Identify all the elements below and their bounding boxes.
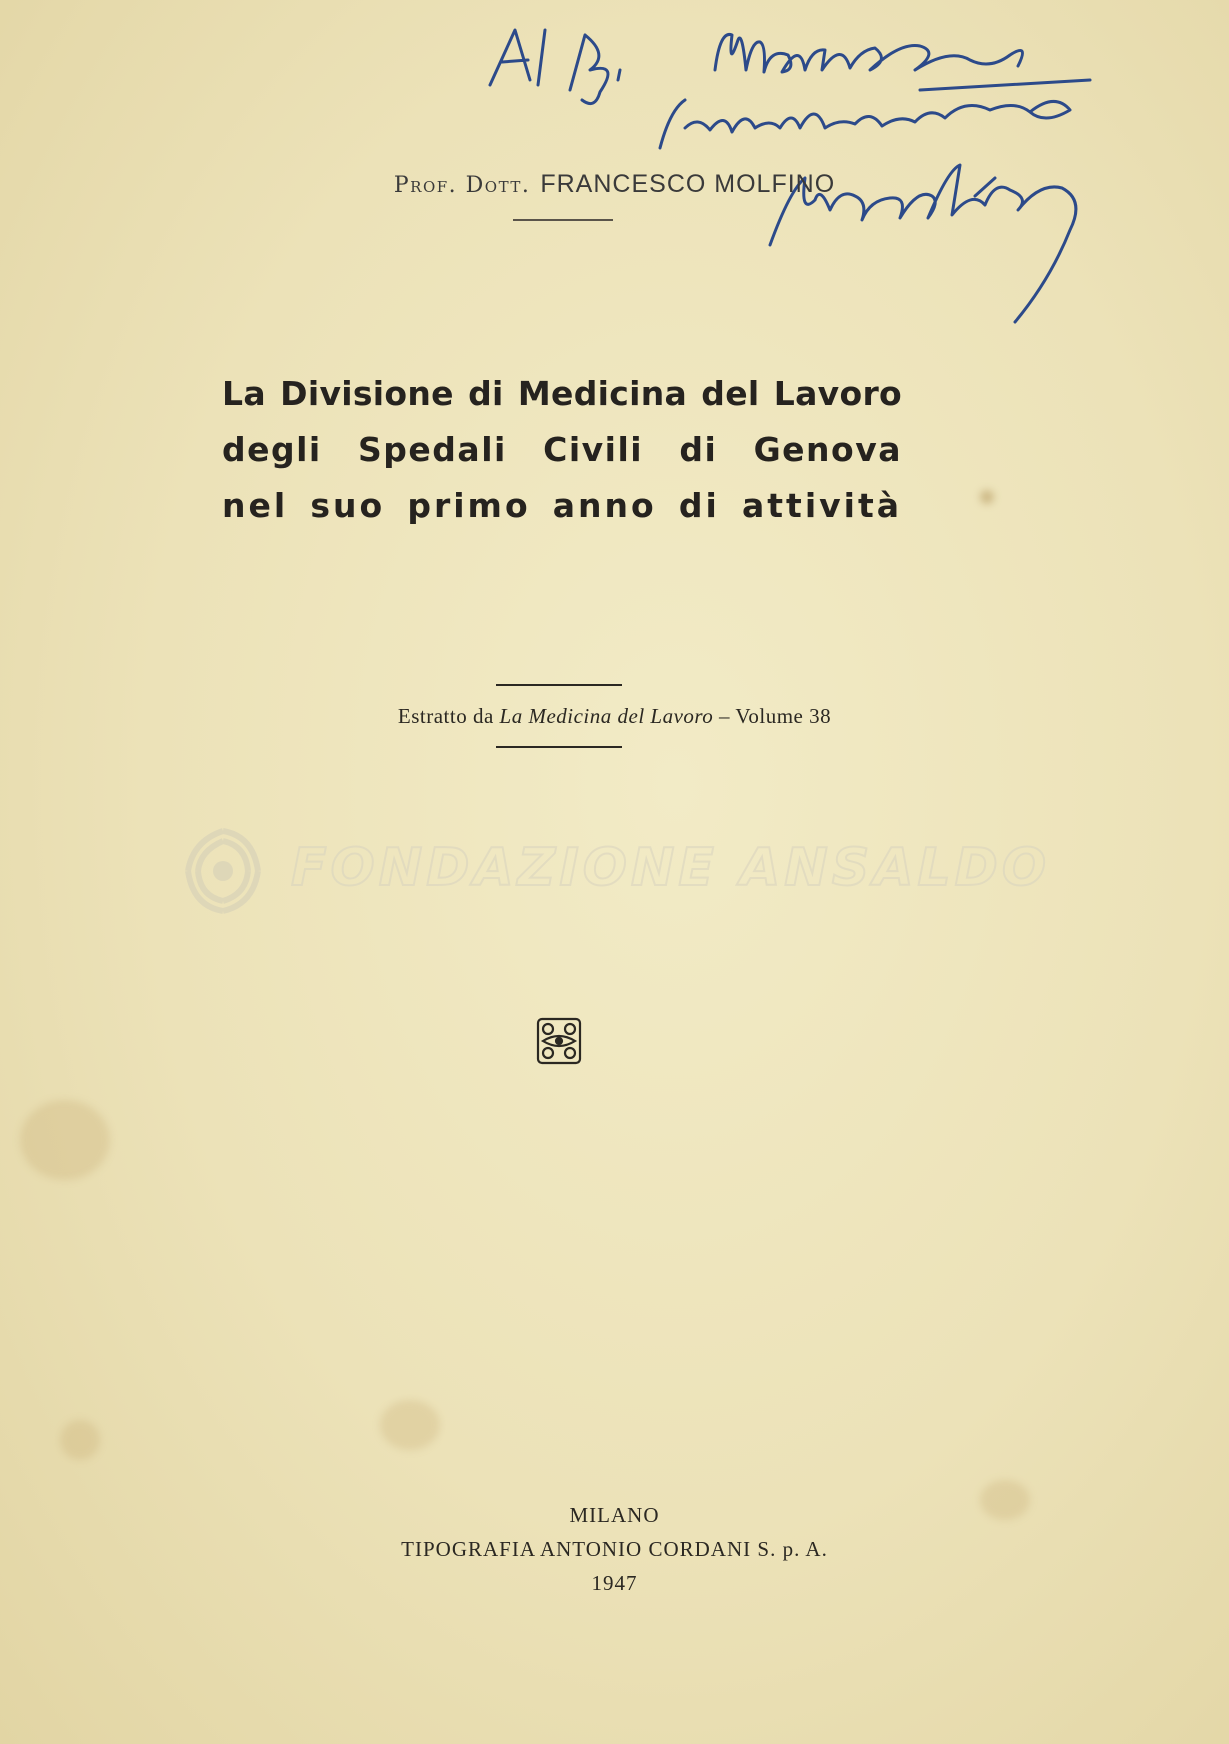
paper-stain [380, 1400, 440, 1450]
extract-journal: La Medicina del Lavoro [499, 704, 714, 728]
paper-stain [60, 1420, 100, 1460]
extract-prefix: Estratto da [397, 704, 494, 728]
extract-volume: – Volume 38 [719, 704, 832, 728]
printer-ornament-icon [535, 1016, 583, 1066]
extract-note [0, 704, 1229, 729]
imprint [0, 1498, 1229, 1600]
watermark [168, 816, 1068, 936]
paper-stain [980, 490, 994, 504]
paper-stain [20, 1100, 110, 1180]
imprint-printer: TIPOGRAFIA ANTONIO CORDANI S. p. A. [401, 1537, 828, 1561]
imprint-year: 1947 [591, 1571, 638, 1595]
watermark-text: FONDAZIONE ANSALDO [291, 838, 1051, 898]
extract-top-rule [496, 684, 622, 686]
author-divider [513, 219, 613, 221]
author-line [0, 170, 1229, 199]
title-line-2: degli Spedali Civili di Genova [222, 430, 902, 469]
watermark-logo-icon [168, 816, 278, 926]
author-name: FRANCESCO MOLFINO [540, 170, 836, 198]
document-title [222, 366, 902, 534]
title-line-1: La Divisione di Medicina del Lavoro [222, 374, 902, 413]
extract-bottom-rule [496, 746, 622, 748]
title-line-3: nel suo primo anno di attività [222, 486, 902, 525]
author-honorific: Prof. Dott. [393, 173, 531, 198]
imprint-city: MILANO [569, 1503, 660, 1527]
